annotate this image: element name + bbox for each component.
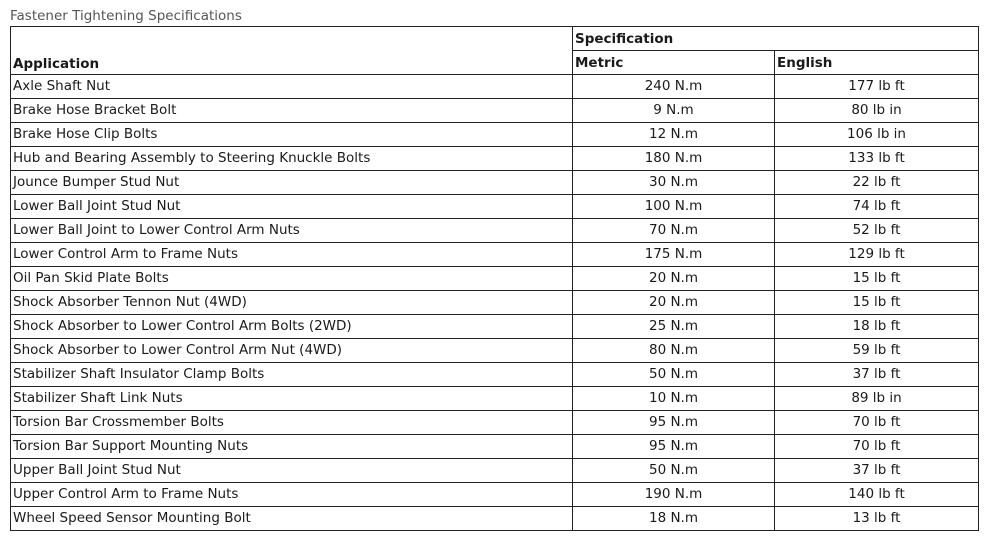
header-row-top bbox=[11, 27, 979, 51]
english-cell: 18 lb ft bbox=[775, 315, 979, 339]
application-cell: Wheel Speed Sensor Mounting Bolt bbox=[11, 507, 573, 531]
english-cell: 52 lb ft bbox=[775, 219, 979, 243]
application-cell: Stabilizer Shaft Insulator Clamp Bolts bbox=[11, 363, 573, 387]
table-row bbox=[11, 219, 979, 243]
table-row bbox=[11, 411, 979, 435]
english-cell: 59 lb ft bbox=[775, 339, 979, 363]
metric-cell: 9 N.m bbox=[573, 99, 775, 123]
application-cell: Brake Hose Bracket Bolt bbox=[11, 99, 573, 123]
metric-cell: 12 N.m bbox=[573, 123, 775, 147]
metric-cell: 18 N.m bbox=[573, 507, 775, 531]
metric-cell: 190 N.m bbox=[573, 483, 775, 507]
application-cell: Torsion Bar Crossmember Bolts bbox=[11, 411, 573, 435]
english-cell: 70 lb ft bbox=[775, 435, 979, 459]
header-application: Application bbox=[11, 27, 573, 75]
table-row bbox=[11, 147, 979, 171]
application-cell: Torsion Bar Support Mounting Nuts bbox=[11, 435, 573, 459]
metric-cell: 50 N.m bbox=[573, 459, 775, 483]
header-metric: Metric bbox=[573, 51, 775, 75]
application-cell: Shock Absorber to Lower Control Arm Bolts (2WD) bbox=[11, 315, 573, 339]
application-cell: Jounce Bumper Stud Nut bbox=[11, 171, 573, 195]
table-row bbox=[11, 171, 979, 195]
metric-cell: 20 N.m bbox=[573, 291, 775, 315]
metric-cell: 20 N.m bbox=[573, 267, 775, 291]
table-row bbox=[11, 195, 979, 219]
english-cell: 15 lb ft bbox=[775, 291, 979, 315]
table-row bbox=[11, 123, 979, 147]
application-cell: Upper Control Arm to Frame Nuts bbox=[11, 483, 573, 507]
table-row bbox=[11, 99, 979, 123]
application-cell: Brake Hose Clip Bolts bbox=[11, 123, 573, 147]
application-cell: Lower Ball Joint to Lower Control Arm Nuts bbox=[11, 219, 573, 243]
table-row bbox=[11, 75, 979, 99]
english-cell: 89 lb in bbox=[775, 387, 979, 411]
metric-cell: 70 N.m bbox=[573, 219, 775, 243]
application-cell: Lower Ball Joint Stud Nut bbox=[11, 195, 573, 219]
metric-cell: 175 N.m bbox=[573, 243, 775, 267]
english-cell: 129 lb ft bbox=[775, 243, 979, 267]
metric-cell: 10 N.m bbox=[573, 387, 775, 411]
english-cell: 106 lb in bbox=[775, 123, 979, 147]
metric-cell: 25 N.m bbox=[573, 315, 775, 339]
table-row bbox=[11, 291, 979, 315]
metric-cell: 30 N.m bbox=[573, 171, 775, 195]
header-english: English bbox=[775, 51, 979, 75]
table-row bbox=[11, 315, 979, 339]
application-cell: Shock Absorber Tennon Nut (4WD) bbox=[11, 291, 573, 315]
english-cell: 15 lb ft bbox=[775, 267, 979, 291]
english-cell: 140 lb ft bbox=[775, 483, 979, 507]
english-cell: 37 lb ft bbox=[775, 363, 979, 387]
english-cell: 70 lb ft bbox=[775, 411, 979, 435]
metric-cell: 240 N.m bbox=[573, 75, 775, 99]
metric-cell: 95 N.m bbox=[573, 411, 775, 435]
metric-cell: 100 N.m bbox=[573, 195, 775, 219]
english-cell: 80 lb in bbox=[775, 99, 979, 123]
metric-cell: 50 N.m bbox=[573, 363, 775, 387]
table-row bbox=[11, 387, 979, 411]
table-row bbox=[11, 459, 979, 483]
english-cell: 37 lb ft bbox=[775, 459, 979, 483]
table-row bbox=[11, 267, 979, 291]
application-cell: Oil Pan Skid Plate Bolts bbox=[11, 267, 573, 291]
application-cell: Lower Control Arm to Frame Nuts bbox=[11, 243, 573, 267]
spec-table-body bbox=[11, 27, 979, 531]
english-cell: 13 lb ft bbox=[775, 507, 979, 531]
table-row bbox=[11, 339, 979, 363]
english-cell: 22 lb ft bbox=[775, 171, 979, 195]
table-row bbox=[11, 507, 979, 531]
fastener-spec-table bbox=[10, 26, 979, 531]
english-cell: 133 lb ft bbox=[775, 147, 979, 171]
english-cell: 177 lb ft bbox=[775, 75, 979, 99]
metric-cell: 95 N.m bbox=[573, 435, 775, 459]
table-row bbox=[11, 363, 979, 387]
application-cell: Axle Shaft Nut bbox=[11, 75, 573, 99]
metric-cell: 180 N.m bbox=[573, 147, 775, 171]
application-cell: Upper Ball Joint Stud Nut bbox=[11, 459, 573, 483]
table-row bbox=[11, 435, 979, 459]
table-caption: Fastener Tightening Specifications bbox=[10, 8, 242, 24]
application-cell: Hub and Bearing Assembly to Steering Knuckle Bolts bbox=[11, 147, 573, 171]
table-row bbox=[11, 483, 979, 507]
application-cell: Shock Absorber to Lower Control Arm Nut (4WD) bbox=[11, 339, 573, 363]
english-cell: 74 lb ft bbox=[775, 195, 979, 219]
header-specification: Specification bbox=[573, 27, 979, 51]
application-cell: Stabilizer Shaft Link Nuts bbox=[11, 387, 573, 411]
metric-cell: 80 N.m bbox=[573, 339, 775, 363]
table-row bbox=[11, 243, 979, 267]
